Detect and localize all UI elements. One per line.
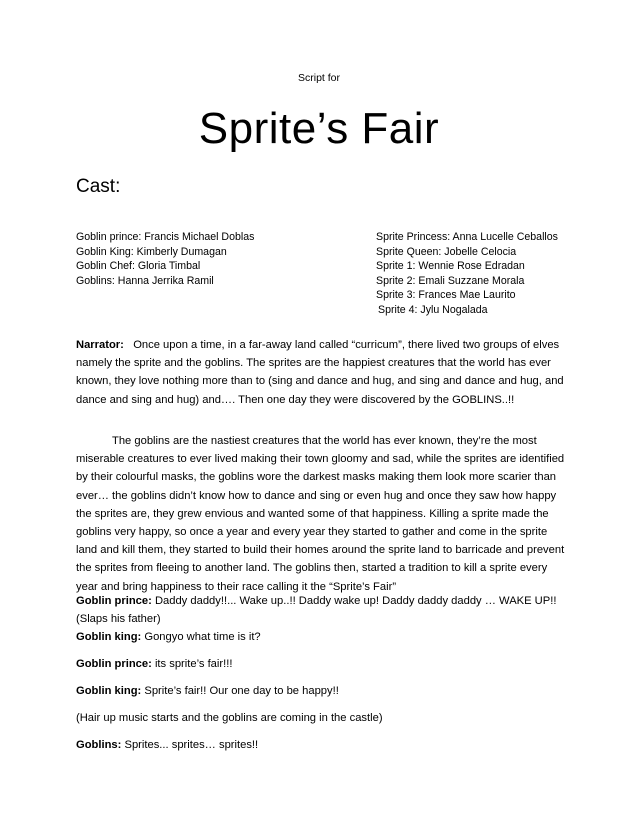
goblins-paragraph: The goblins are the nastiest creatures that the world has ever known, they’re the most miserable creatures to ever lived making their town gloomy and sad, while the sprites are identified by their colourful masks, the goblins wore the darkest masks making them look more scarier than ever… the goblins didn’t know how to dance and sing or even hug and once they saw how happy the sprites are, they grew envious and wanted some of that happiness. Killing a sprite made the goblins very happy, so once a year and every year they started to gather and come in the sprite land and kill them, they started to build their homes around the sprite land to barricade and prevent the sprites from fleeing to another land. The goblins then, started a tradition to kill a sprite every year and bring happiness to their race calling it the “Sprite’s Fair” [76,435,565,593]
cast-entry: Goblin prince: Francis Michael Doblas [76,231,255,243]
cast-entry: Sprite 4: Jylu Nogalada [378,303,488,316]
page-title: Sprite’s Fair [198,104,440,153]
cast-entry: Sprite 1: Wennie Rose Edradan [376,260,525,273]
dialogue-line [76,736,568,754]
speaker-label: Narrator: [76,339,124,351]
cast-entry: Sprite Queen: Jobelle Celocia [376,245,517,258]
dialogue-text: Sprite’s fair!! Our one day to be happy!! [144,685,339,697]
speaker-label: Goblin king: [76,685,142,697]
cast-entry: Goblin Chef: Gloria Timbal [76,260,201,273]
speaker-label: Goblin prince: [76,595,152,607]
stage-direction-text: (Hair up music starts and the goblins are coming in the castle) [76,712,383,724]
cast-entry: Goblins: Hanna Jerrika Ramil [76,274,214,287]
cast-entry: Sprite 2: Emali Suzzane Morala [376,274,525,287]
cast-entry: Sprite 3: Frances Mae Laurito [376,289,516,302]
speaker-label: Goblin prince: [76,658,152,670]
speaker-label: Goblin king: [76,631,142,643]
speaker-label: Goblins: [76,739,122,751]
dialogue-text: Gongyo what time is it? [144,631,261,643]
stage-direction [76,709,568,727]
dialogue-line [76,655,568,673]
dialogue-line [76,628,568,646]
dialogue-text: Sprites... sprites… sprites!! [124,739,259,751]
narration-text: Once upon a time, in a far-away land called “curricum”, there lived two groups of elves namely the sprite and the goblins. The sprites are the happiest creatures that the world has ever known, they love nothing more than to (sing and dance and hug, and sing and dance and hug, and dance and sing and hug) and…. Then one day they were discovered by the GOBLINS..!! [76,339,564,406]
cast-entry: Sprite Princess: Anna Lucelle Ceballos [376,231,558,243]
cast-entry: Goblin King: Kimberly Dumagan [76,245,227,258]
goblin-cast-list [76,230,254,288]
dialogue-line [76,592,568,628]
narrator-paragraph [76,336,568,409]
sprite-cast-list [376,230,558,318]
dialogue-text: its sprite’s fair!!! [154,658,233,670]
dialogue-text: Daddy daddy!!... Wake up..!! Daddy wake up! Daddy daddy daddy … WAKE UP!! (Slaps his father) [76,595,557,626]
cast-heading: Cast: [76,176,121,197]
dialogue-line [76,682,568,700]
script-for-label: Script for [297,72,340,84]
